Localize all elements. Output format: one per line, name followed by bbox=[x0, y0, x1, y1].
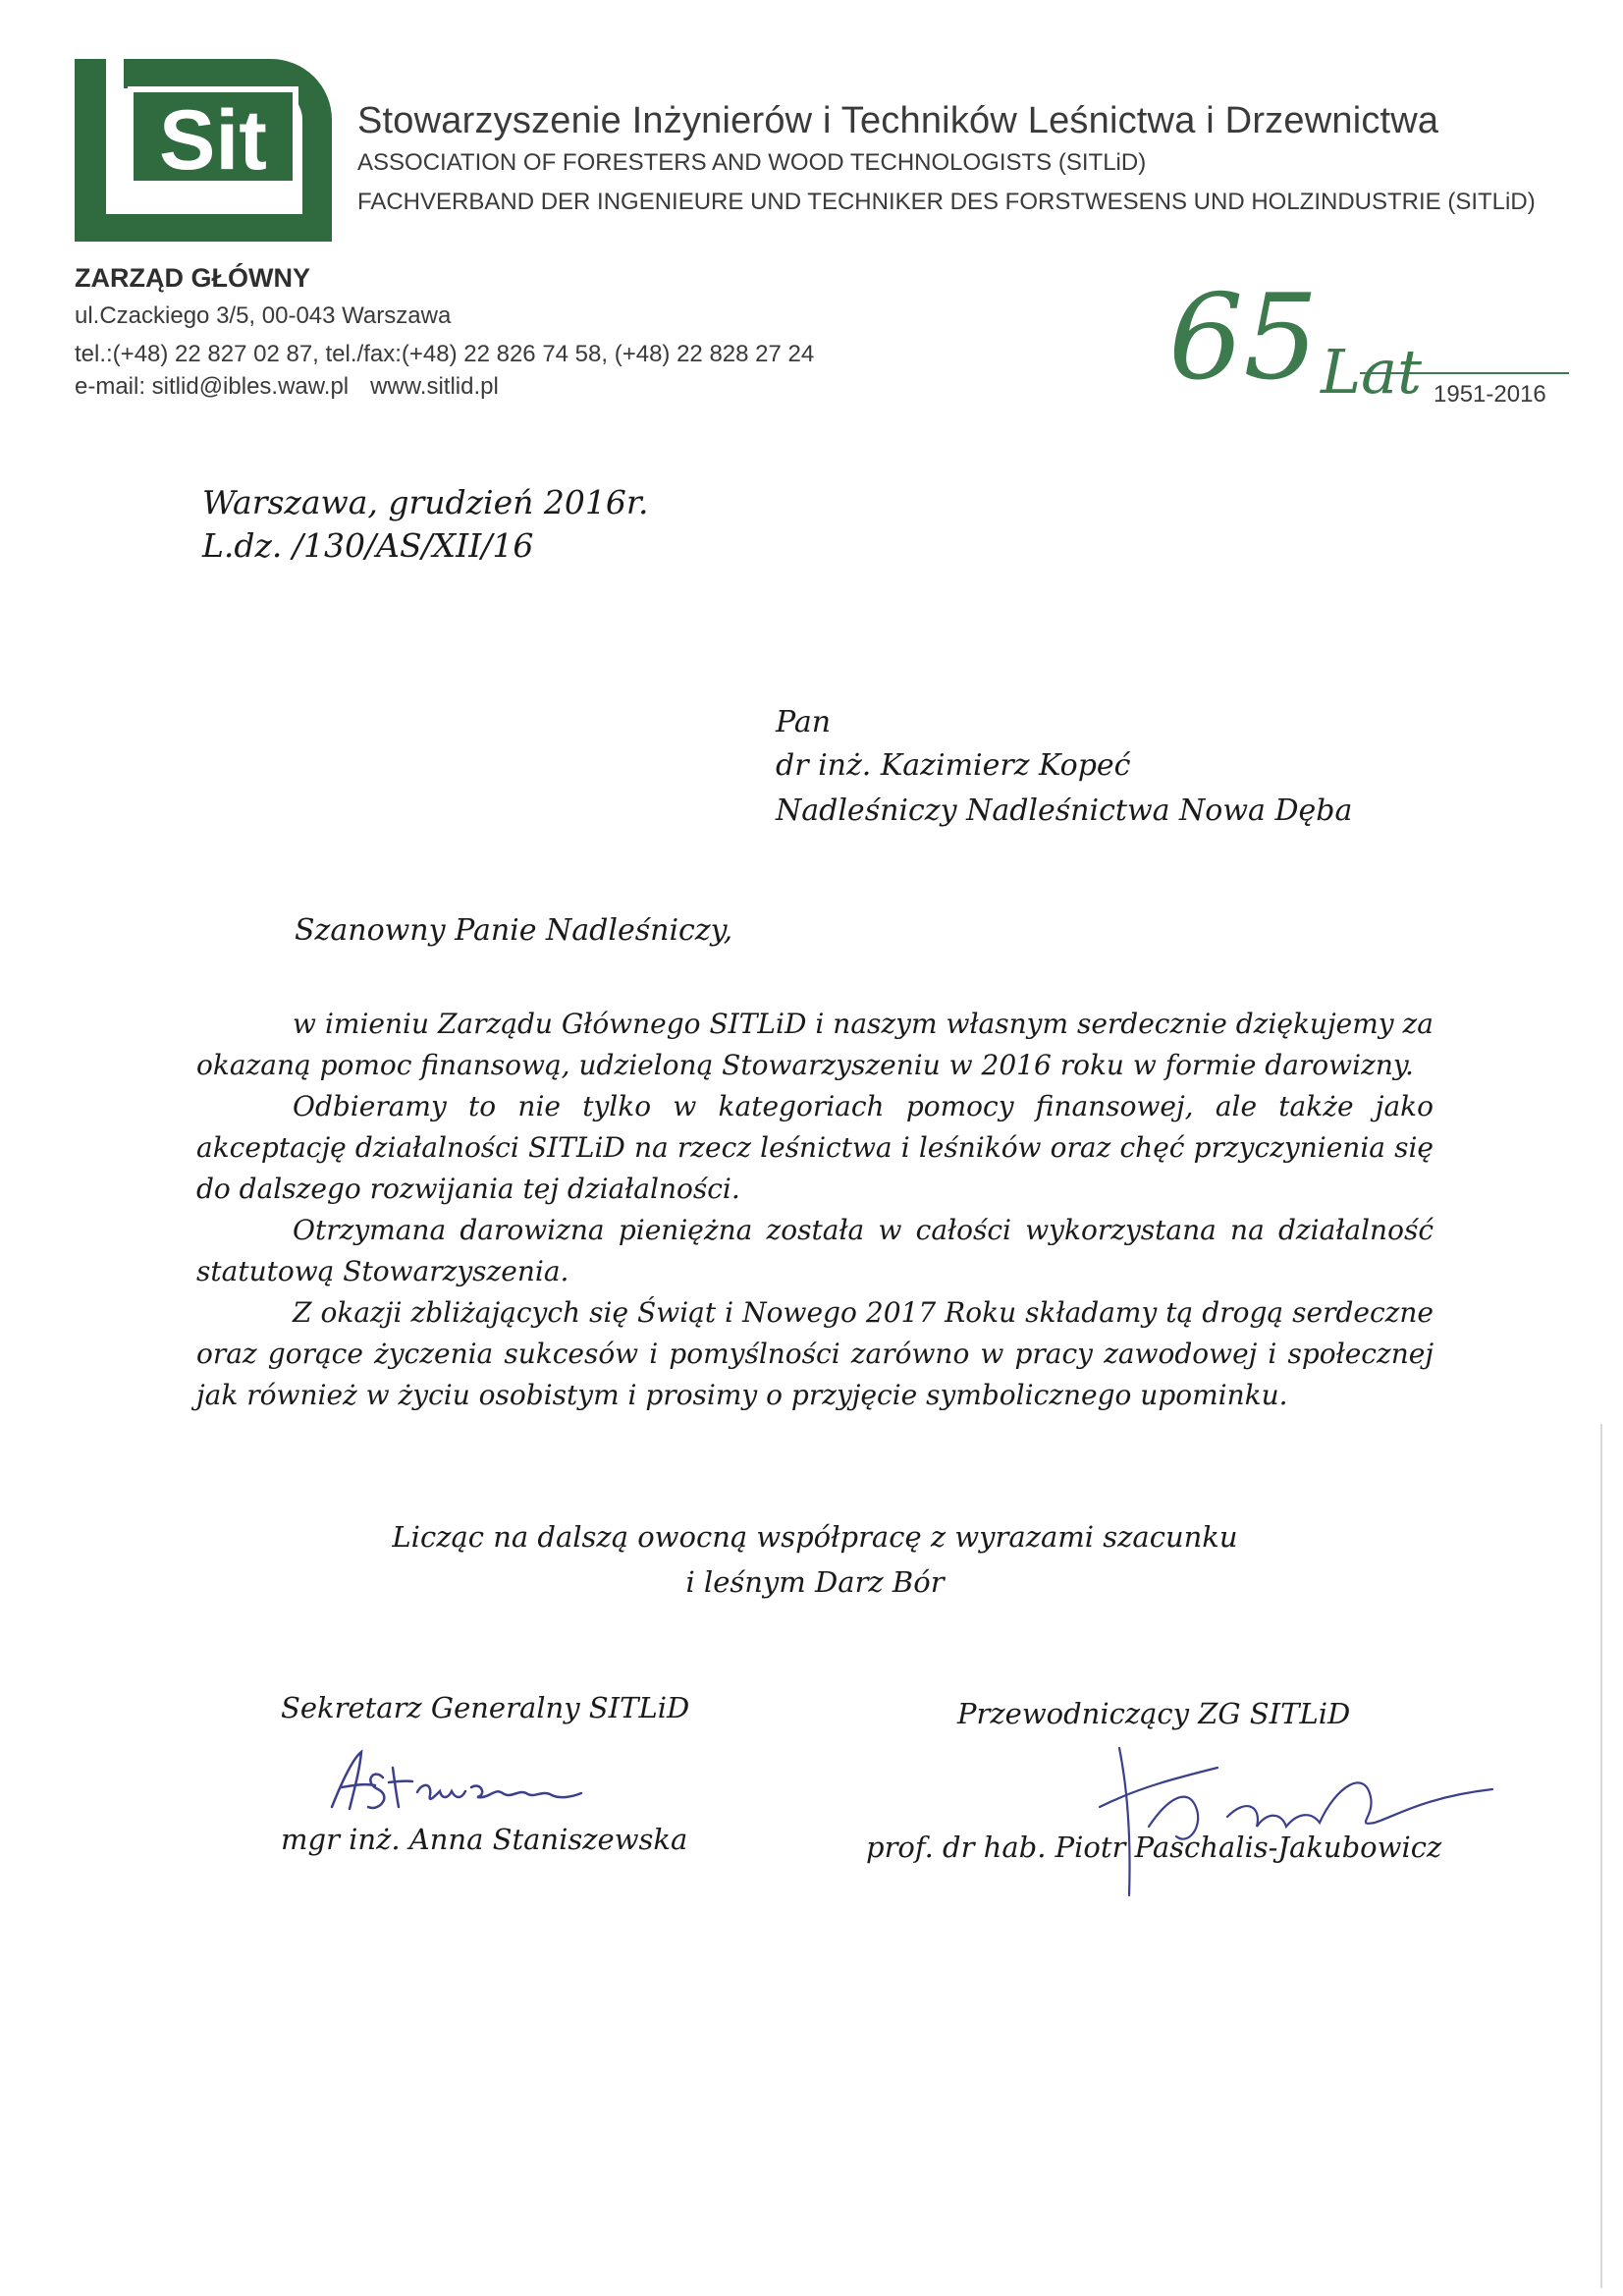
organization-name-german: FACHVERBAND DER INGENIEURE UND TECHNIKER DES FORSTWESENS UND HOLZINDUSTRIE (SITLiD) bbox=[357, 189, 1536, 215]
sitlid-logo bbox=[75, 59, 332, 242]
secretary-role: Sekretarz Generalny SITLiD bbox=[281, 1691, 690, 1724]
chairman-role: Przewodniczący ZG SITLiD bbox=[957, 1697, 1351, 1730]
recipient-name: dr inż. Kazimierz Kopeć bbox=[776, 748, 1131, 783]
chairman-name: prof. dr hab. Piotr Paschalis-Jakubowicz bbox=[866, 1831, 1442, 1864]
paragraph: w imieniu Zarządu Głównego SITLiD i naszym własnym serdecznie dziękujemy za okazaną pomoc finansową, udzieloną Stowarzyszeniu w 2016 roku w formie darowizny. bbox=[196, 1008, 1434, 1081]
contact-line bbox=[75, 373, 499, 401]
closing-line: Licząc na dalszą owocną współpracę z wyrazami szacunku bbox=[392, 1520, 1238, 1554]
paragraph: Z okazji zbliżających się Świąt i Nowego 2017 Roku składamy tą drogą serdeczne oraz gorące życzenia sukcesów i pomyślności zarówno w pracy zawodowej i społecznej jak również w życiu osobistym i prosimy o przyjęcie symbolicznego upominku. bbox=[196, 1296, 1434, 1411]
chairman-signature bbox=[1080, 1728, 1502, 1905]
organization-name-english: ASSOCIATION OF FORESTERS AND WOOD TECHNOLOGISTS (SITLiD) bbox=[357, 149, 1147, 176]
logo-text: Sit bbox=[159, 93, 267, 188]
secretary-name: mgr inż. Anna Staniszewska bbox=[281, 1823, 688, 1856]
reference-number: L.dz. /130/AS/XII/16 bbox=[202, 526, 534, 565]
scan-edge-line bbox=[1600, 1424, 1602, 2288]
closing-line: i leśnym Darz Bór bbox=[685, 1565, 945, 1599]
secretary-signature bbox=[324, 1738, 589, 1827]
website: www.sitlid.pl bbox=[370, 373, 499, 400]
paragraph: Odbieramy to nie tylko w kategoriach pomocy finansowej, ale także jako akceptację działalności SITLiD na rzecz leśnictwa i leśników oraz chęć przyczynienia się do dalszego rozwijania tej działalności. bbox=[196, 1090, 1434, 1205]
paragraph: Otrzymana darowizna pieniężna została w całości wykorzystana na działalność statutową Stowarzyszenia. bbox=[196, 1214, 1434, 1287]
anniversary-word: Lat bbox=[1321, 336, 1423, 408]
board-heading: ZARZĄD GŁÓWNY bbox=[75, 263, 310, 293]
email: e-mail: sitlid@ibles.waw.pl bbox=[75, 373, 350, 400]
greeting: Szanowny Panie Nadleśniczy, bbox=[295, 913, 733, 948]
recipient-title: Pan bbox=[776, 705, 832, 739]
recipient-position: Nadleśniczy Nadleśnictwa Nowa Dęba bbox=[776, 793, 1353, 828]
letter-date: Warszawa, grudzień 2016r. bbox=[202, 483, 649, 521]
organization-name: Stowarzyszenie Inżynierów i Techników Leśnictwa i Drzewnictwa bbox=[357, 100, 1439, 141]
address: ul.Czackiego 3/5, 00-043 Warszawa bbox=[75, 302, 452, 329]
anniversary-number: 65 bbox=[1168, 270, 1319, 407]
phone-numbers: tel.:(+48) 22 827 02 87, tel./fax:(+48) 22 826 74 58, (+48) 22 828 27 24 bbox=[75, 341, 815, 367]
anniversary-years: 1951-2016 bbox=[1434, 381, 1546, 408]
